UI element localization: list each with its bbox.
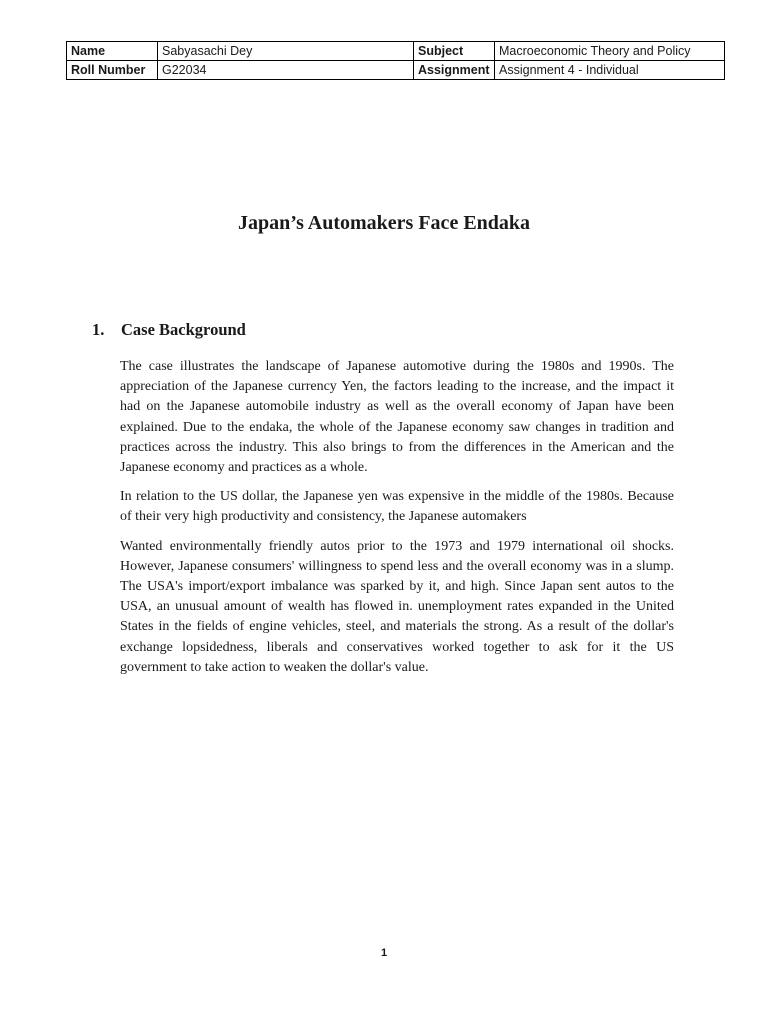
- name-label: Name: [67, 42, 158, 61]
- header-row-name: [67, 42, 725, 61]
- section-heading: [92, 320, 246, 340]
- header-row-roll: [67, 61, 725, 80]
- header-info-table: [66, 41, 725, 80]
- subject-value: Macroeconomic Theory and Policy: [495, 42, 725, 61]
- assignment-label: Assignment: [414, 61, 495, 80]
- assignment-value: Assignment 4 - Individual: [495, 61, 725, 80]
- document-title: Japan’s Automakers Face Endaka: [237, 212, 531, 234]
- name-value: Sabyasachi Dey: [158, 42, 414, 61]
- section-heading-text: Case Background: [121, 320, 246, 339]
- subject-label: Subject: [414, 42, 495, 61]
- paragraph-1: The case illustrates the landscape of Japanese automotive during the 1980s and 1990s. The appreciation of the Japanese currency Yen, the factors leading to the increase, and the impact it had on the Japanese automobile industry as well as the overall economy of Japan have been explained. Due to the endaka, the whole of the Japanese economy saw changes in tradition and practices across the industry. This also brings to from the differences in the American and the Japanese economy and practices as a whole.: [120, 359, 674, 476]
- paragraph-2: In relation to the US dollar, the Japanese yen was expensive in the middle of the 1980s. Because of their very high productivity and consistency, the Japanese automakers: [120, 489, 674, 525]
- roll-number-label: Roll Number: [67, 61, 158, 80]
- roll-number-value: G22034: [158, 61, 414, 80]
- paragraph-3: Wanted environmentally friendly autos prior to the 1973 and 1979 international oil shocks. However, Japanese consumers' willingness to spend less and the overall economy was in a slump. The USA's import/export imbalance was sparked by it, and high. Since Japan sent autos to the USA, an unusual amount of wealth has flowed in. unemployment rates expanded in the United States in the fields of engine vehicles, steel, and materials the strong. As a result of the dollar's exchange lopsidedness, liberals and conservatives worked together to ask for it the US government to take action to weaken the dollar's value.: [120, 538, 674, 675]
- page-number: 1: [380, 947, 388, 959]
- section-body: [120, 357, 674, 687]
- section-number: 1.: [92, 320, 105, 339]
